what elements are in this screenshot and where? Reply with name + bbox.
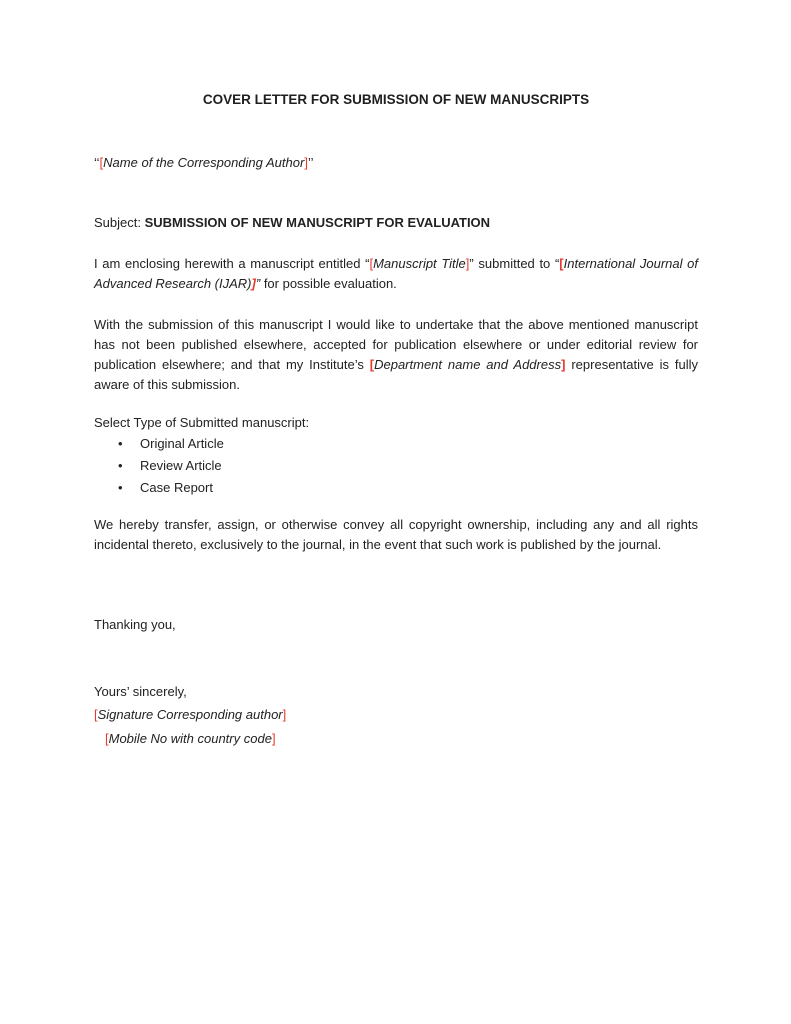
text-segment: International Journal of Advanced Research (IJAR) (94, 256, 699, 291)
text-segment: ” (255, 276, 261, 291)
placeholder-bracket: [ (99, 155, 104, 170)
list-item-review-article (94, 455, 698, 477)
text-segment: Signature Corresponding author (97, 707, 283, 722)
text-segment: Name of the Corresponding Author (103, 155, 305, 170)
list-item-original-article (94, 433, 698, 455)
subject-line (94, 213, 698, 233)
placeholder-bracket: ] (251, 276, 256, 291)
document-title: COVER LETTER FOR SUBMISSION OF NEW MANUSCRIPTS (202, 92, 590, 107)
paragraph-manuscript-enclosing (94, 254, 698, 294)
paragraph-copyright-transfer: We hereby transfer, assign, or otherwise convey all copyright ownership, including any and all rights incidental thereto, exclusively to the journal, in the event that such work is published by the journal. (94, 517, 698, 552)
placeholder-bracket: ] (304, 155, 308, 170)
subject-value: SUBMISSION OF NEW MANUSCRIPT FOR EVALUATION (144, 215, 491, 230)
list-item-label: Review Article (140, 458, 222, 473)
text-segment: representative is fully aware of this submission. (94, 357, 699, 392)
select-type-label: Select Type of Submitted manuscript: (94, 415, 310, 430)
list-item-label: Original Article (140, 436, 224, 451)
placeholder-bracket: ] (561, 357, 566, 372)
signature-placeholder-line (94, 704, 698, 726)
text-segment: Manuscript Title (373, 256, 466, 271)
text-segment: With the submission of this manuscript I would like to undertake that the above mentioned manuscript has not been published elsewhere, accepted for publication elsewhere or under editorial review for publication elsewhere; and that my Institute’s (94, 317, 698, 372)
text-segment: I am enclosing herewith a manuscript entitled “ (94, 256, 370, 271)
placeholder-bracket: [ (559, 256, 564, 271)
placeholder-bracket: ] (282, 707, 287, 722)
text-segment: ’’ (307, 155, 314, 170)
corresponding-author-placeholder-line (94, 153, 698, 173)
bullet-icon: • (118, 436, 123, 451)
yours-sincerely-line: Yours’ sincerely, (94, 684, 187, 699)
placeholder-bracket: [ (94, 707, 98, 722)
text-segment: Mobile No with country code (108, 731, 272, 746)
text-segment: Department name and Address (374, 357, 562, 372)
mobile-number-placeholder-line (94, 728, 698, 750)
list-item-label: Case Report (140, 480, 213, 495)
subject-label: Subject: (94, 215, 145, 230)
text-segment: ‘‘ (94, 155, 100, 170)
placeholder-bracket: ] (465, 256, 470, 271)
thanking-you-line: Thanking you, (94, 617, 176, 632)
placeholder-bracket: [ (105, 731, 109, 746)
bullet-icon: • (118, 480, 123, 495)
text-segment: ” submitted to “ (469, 256, 560, 271)
placeholder-bracket: [ (369, 357, 375, 372)
paragraph-undertaking (94, 315, 698, 395)
placeholder-bracket: [ (369, 256, 374, 271)
text-segment: for possible evaluation. (260, 276, 397, 291)
list-item-case-report (94, 477, 698, 499)
placeholder-bracket: ] (271, 731, 276, 746)
manuscript-type-list (94, 433, 698, 499)
bullet-icon: • (118, 458, 123, 473)
